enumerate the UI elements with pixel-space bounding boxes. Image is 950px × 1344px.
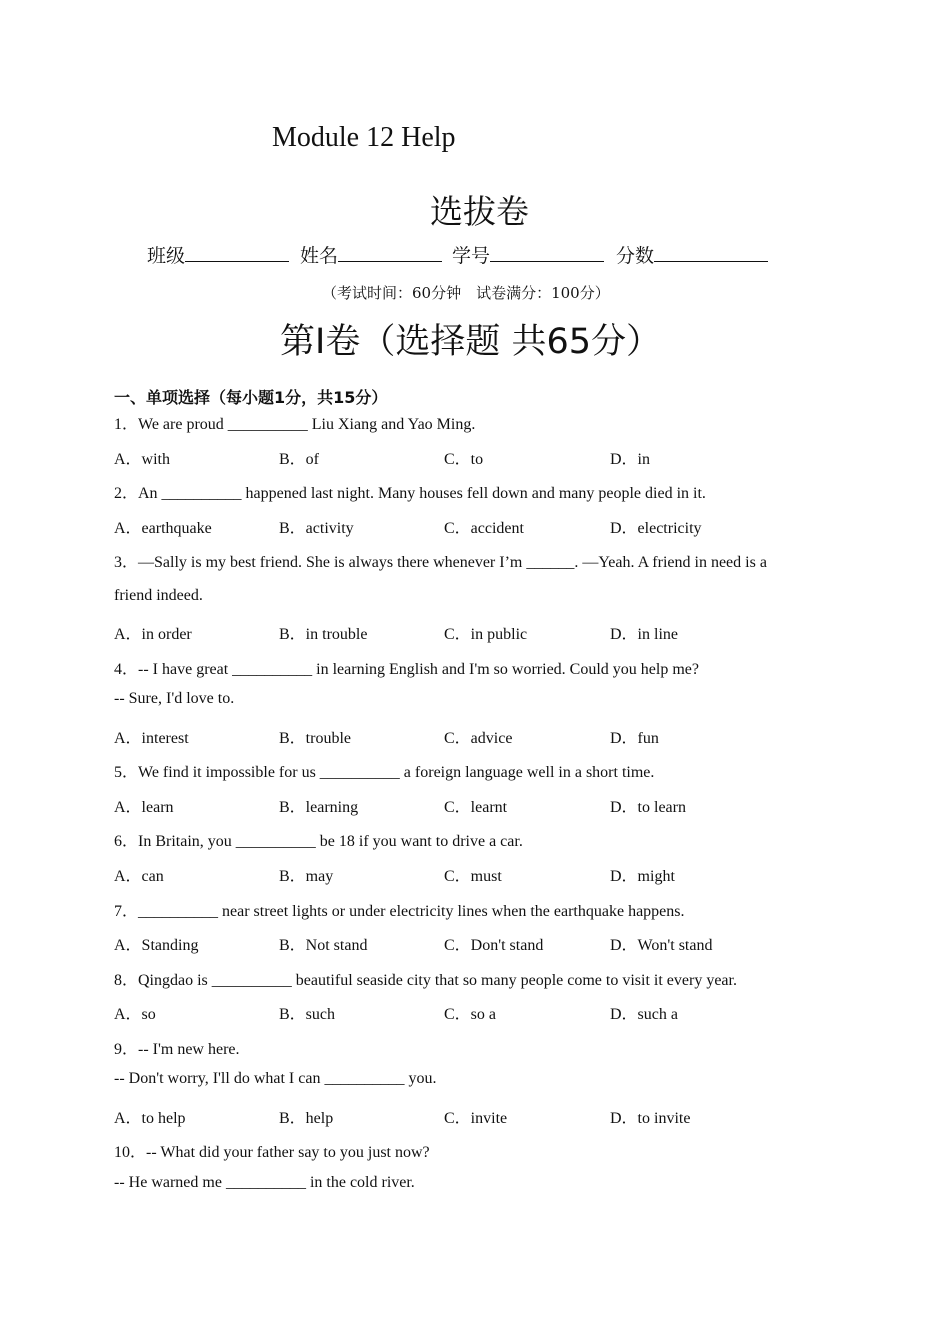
question-1-option-a: A．with bbox=[114, 451, 171, 468]
part-title: 第I卷（选择题 共65分） bbox=[280, 322, 661, 362]
field-score bbox=[616, 241, 768, 268]
field-number-blank bbox=[490, 243, 604, 262]
question-9-option-c: C．invite bbox=[444, 1110, 508, 1127]
question-9-text-cont: -- Don't worry, I'll do what I can __________ you. bbox=[114, 1070, 437, 1087]
question-1-option-c: C．to bbox=[444, 451, 484, 468]
field-name-label: 姓名 bbox=[300, 245, 339, 267]
question-4-text-cont: -- Sure, I'd love to. bbox=[114, 690, 235, 707]
question-4-option-a: A．interest bbox=[114, 730, 189, 747]
question-3-option-b: B．in trouble bbox=[279, 626, 368, 643]
question-6-option-d: D．might bbox=[610, 868, 675, 885]
question-2-text: 2．An __________ happened last night. Many houses fell down and many people died in it. bbox=[114, 485, 706, 502]
field-name bbox=[300, 241, 442, 268]
question-3-option-c: C．in public bbox=[444, 626, 528, 643]
question-9-text: 9．-- I'm new here. bbox=[114, 1041, 240, 1058]
question-5-option-c: C．learnt bbox=[444, 799, 508, 816]
question-7-option-b: B．Not stand bbox=[279, 937, 368, 954]
question-6-option-c: C．must bbox=[444, 868, 502, 885]
question-4-option-d: D．fun bbox=[610, 730, 659, 747]
question-3-text-cont: friend indeed. bbox=[114, 587, 203, 604]
exam-note: （考试时间：60分钟 试卷满分：100分） bbox=[322, 284, 610, 302]
question-7-text: 7．__________ near street lights or under electricity lines when the earthquake happens. bbox=[114, 903, 685, 920]
question-9-option-b: B．help bbox=[279, 1110, 334, 1127]
question-1-option-d: D．in bbox=[610, 451, 651, 468]
question-8-option-b: B．such bbox=[279, 1006, 336, 1023]
question-8-option-c: C．so a bbox=[444, 1006, 497, 1023]
field-number-label: 学号 bbox=[452, 245, 491, 267]
question-6-option-b: B．may bbox=[279, 868, 334, 885]
question-2-option-b: B．activity bbox=[279, 520, 354, 537]
question-7-option-c: C．Don't stand bbox=[444, 937, 544, 954]
document-subtitle: 选拔卷 bbox=[430, 192, 529, 231]
question-9-option-a: A．to help bbox=[114, 1110, 186, 1127]
question-5-option-d: D．to learn bbox=[610, 799, 686, 816]
question-8-option-d: D．such a bbox=[610, 1006, 678, 1023]
question-6-option-a: A．can bbox=[114, 868, 164, 885]
field-score-label: 分数 bbox=[616, 245, 655, 267]
question-7-option-d: D．Won't stand bbox=[610, 937, 713, 954]
question-5-option-a: A．learn bbox=[114, 799, 174, 816]
section-title: 一、单项选择（每小题1分，共15分） bbox=[114, 388, 388, 407]
question-2-option-a: A．earthquake bbox=[114, 520, 212, 537]
question-8-option-a: A．so bbox=[114, 1006, 156, 1023]
question-1-option-b: B．of bbox=[279, 451, 320, 468]
document-title: Module 12 Help bbox=[272, 122, 456, 153]
question-7-option-a: A．Standing bbox=[114, 937, 199, 954]
field-name-blank bbox=[338, 243, 442, 262]
question-1-text: 1．We are proud __________ Liu Xiang and Yao Ming. bbox=[114, 416, 476, 433]
question-4-text: 4．-- I have great __________ in learning English and I'm so worried. Could you help me? bbox=[114, 661, 699, 678]
field-number bbox=[452, 241, 604, 268]
question-2-option-c: C．accident bbox=[444, 520, 524, 537]
question-2-option-d: D．electricity bbox=[610, 520, 702, 537]
question-6-text: 6．In Britain, you __________ be 18 if you want to drive a car. bbox=[114, 833, 523, 850]
field-class-label: 班级 bbox=[147, 245, 186, 267]
question-9-option-d: D．to invite bbox=[610, 1110, 691, 1127]
question-4-option-c: C．advice bbox=[444, 730, 513, 747]
question-5-option-b: B．learning bbox=[279, 799, 359, 816]
question-10-text: 10．-- What did your father say to you just now? bbox=[114, 1144, 430, 1161]
question-3-option-d: D．in line bbox=[610, 626, 678, 643]
question-3-option-a: A．in order bbox=[114, 626, 192, 643]
question-10-text-cont: -- He warned me __________ in the cold river. bbox=[114, 1174, 415, 1191]
field-score-blank bbox=[654, 243, 768, 262]
question-4-option-b: B．trouble bbox=[279, 730, 351, 747]
question-8-text: 8．Qingdao is __________ beautiful seaside city that so many people come to visit it every year. bbox=[114, 972, 737, 989]
question-3-text: 3．—Sally is my best friend. She is always there whenever I’m ______. —Yeah. A friend in need is a bbox=[114, 554, 767, 571]
field-class bbox=[147, 241, 289, 268]
field-class-blank bbox=[185, 243, 289, 262]
question-5-text: 5．We find it impossible for us __________ a foreign language well in a short time. bbox=[114, 764, 655, 781]
